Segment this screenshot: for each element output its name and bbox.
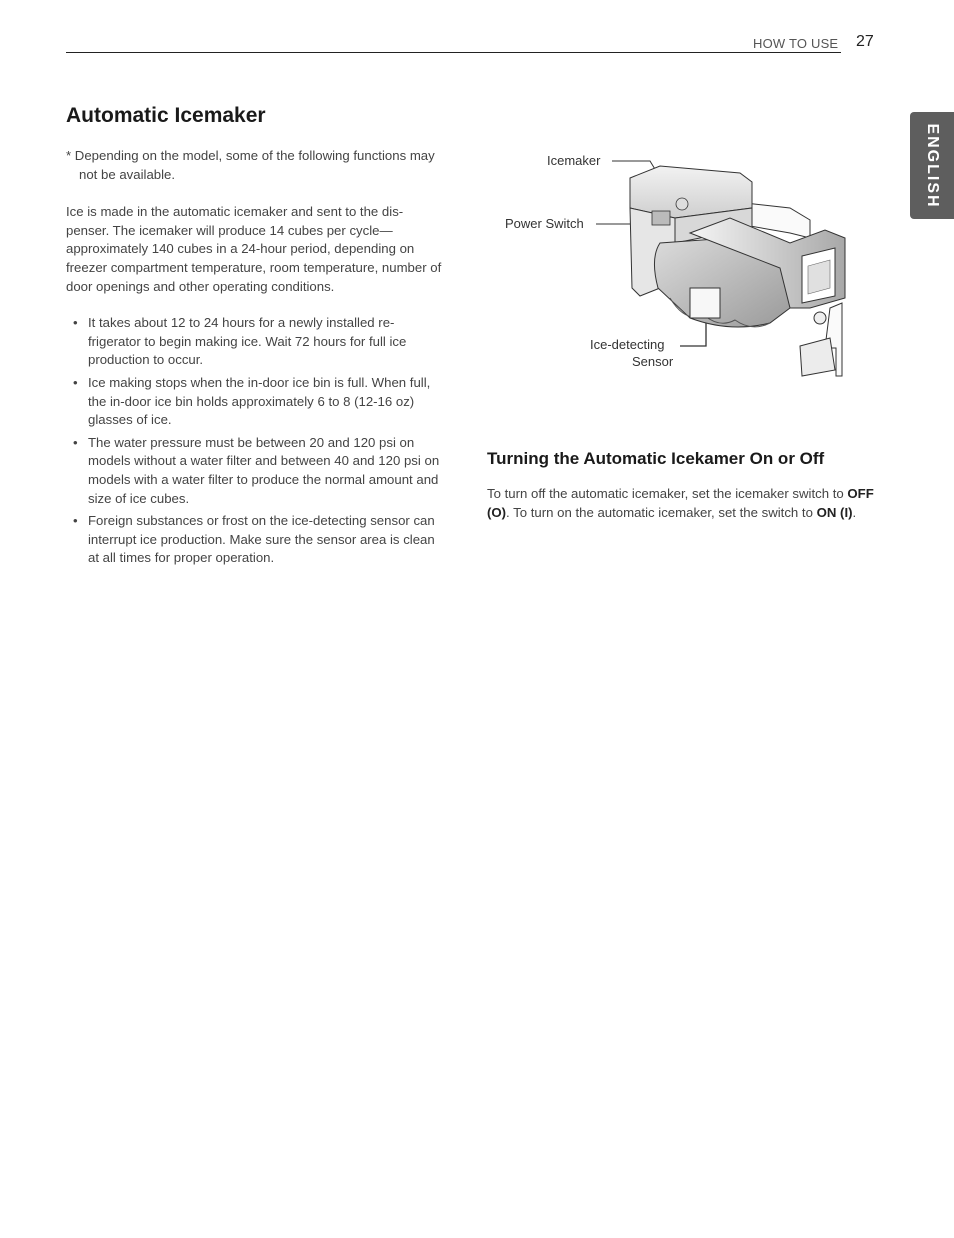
bullet-list [66,314,446,568]
on-label: ON (I) [816,505,853,520]
section-title-on-off: Turning the Automatic Icekamer On or Off [487,449,825,468]
language-tab [910,112,954,219]
label-sensor-line2: Sensor [632,354,674,369]
left-column [66,147,446,572]
bullet-item: • Ice making stops when the in-door ice bin is full. When full, the in-door ice bin holds approximately 6 to 8 (12-16 oz) glasses of ice. [66,374,446,430]
instructions-text-3: . [852,505,857,520]
bullet-item: • Foreign substances or frost on the ice-detecting sensor can interrupt ice production. Make sure the sensor area is clean at all times for proper operation. [66,512,446,568]
instructions-text-1: To turn off the automatic icemaker, set the icemaker switch to [487,486,848,501]
language-tab-label: ENGLISH [924,122,941,209]
off-label: OFF (O) [487,486,874,520]
icemaker-diagram [490,148,860,388]
page-number: 27 [856,33,874,50]
availability-note: * Depending on the model, some of the following functions may not be available. [66,148,435,182]
label-sensor-line1: Ice-detecting [590,337,665,352]
page-title: Automatic Icemaker [66,104,266,127]
bullet-item: • The water pressure must be between 20 and 120 psi on models without a water filter and between 40 and 120 psi on models with a water filter to produce the normal amount and size of ice cubes. [66,434,446,508]
icemaker-illustration [490,148,860,388]
on-off-instructions [487,484,887,522]
intro-paragraph: Ice is made in the automatic icemaker and sent to the dis-penser. The icemaker will produce 14 cubes per cycle—approximately 140 cubes in a 24-hour period, depending on freezer compartment temperature, room temperature, number of door openings and other operating conditions. [66,204,442,294]
label-icemaker: Icemaker [547,153,601,168]
label-power-switch: Power Switch [505,216,584,231]
header-section-label: HOW TO USE [753,36,839,51]
header-rule [66,52,841,53]
bullet-item: • It takes about 12 to 24 hours for a newly installed re-frigerator to begin making ice. Wait 72 hours for full ice production to occur. [66,314,446,370]
instructions-text-2: . To turn on the automatic icemaker, set the switch to [506,505,817,520]
